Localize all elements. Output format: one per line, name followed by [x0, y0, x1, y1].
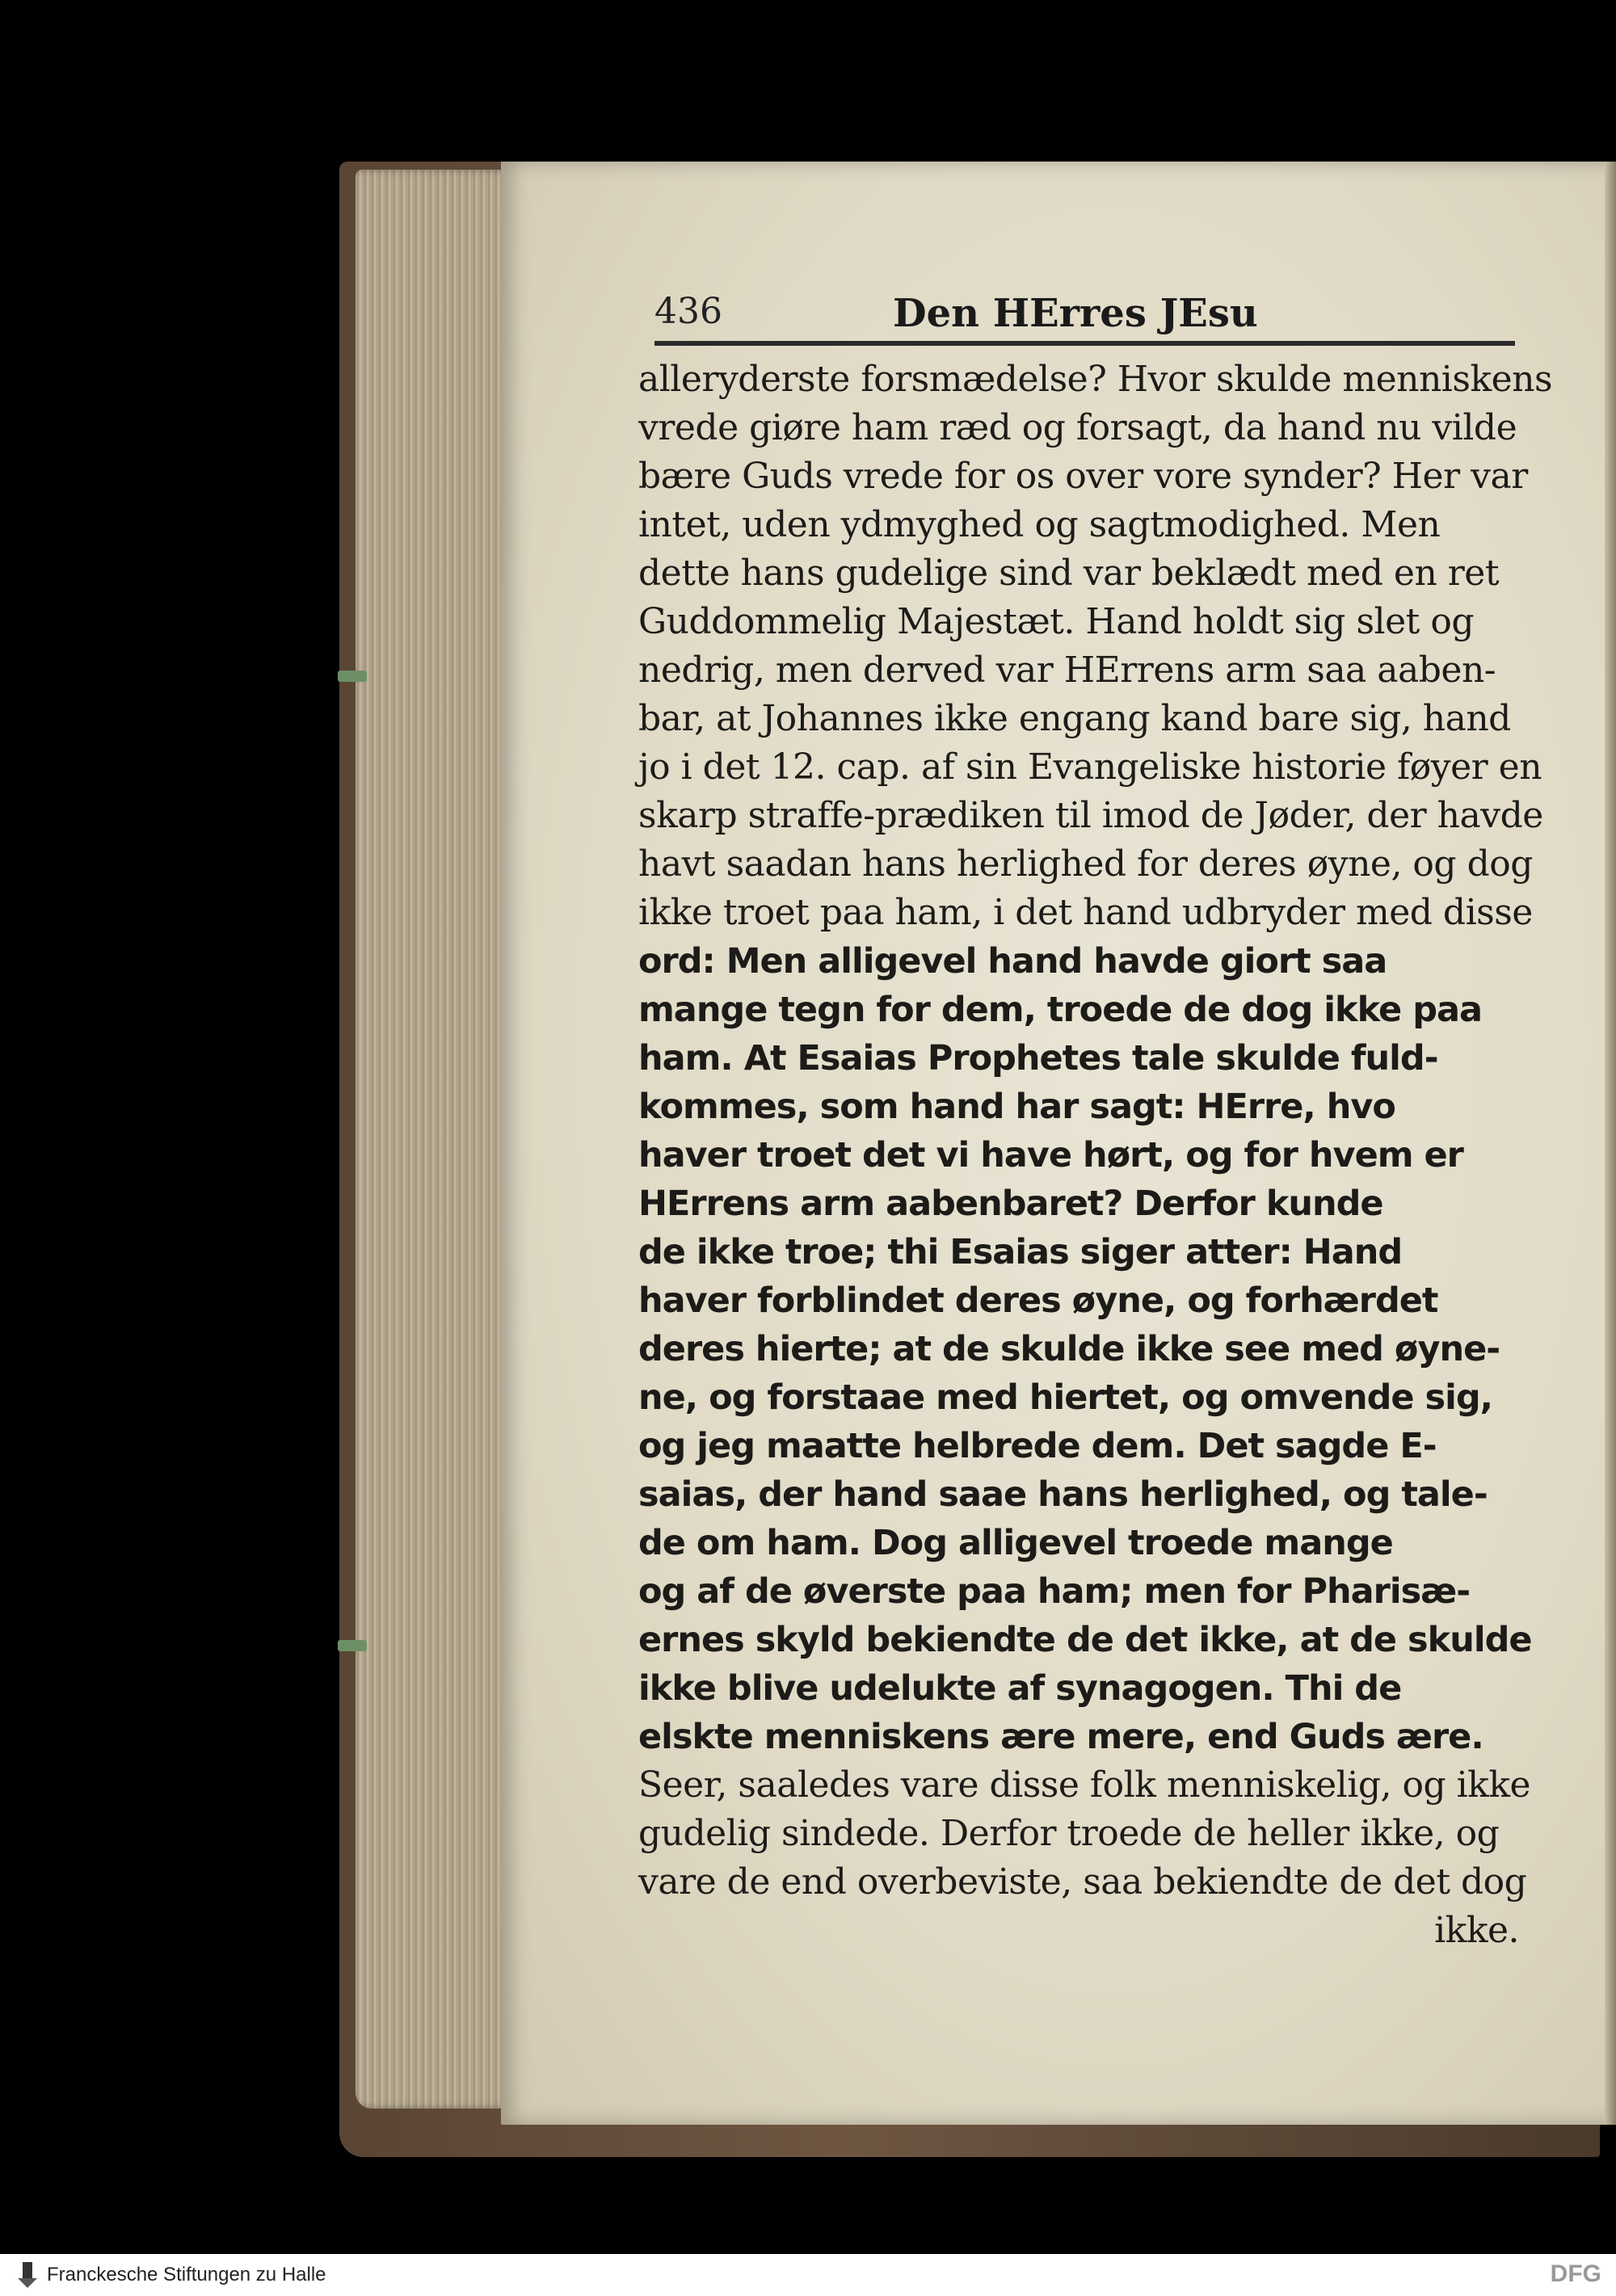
text-line: ham. At Esaias Prophetes tale skulde fuld-: [638, 1038, 1438, 1079]
page-edge: [1605, 162, 1616, 2125]
text-line: havt saadan hans herlighed for deres øyne, og dog: [638, 843, 1533, 885]
dfg-logo: DFG: [1550, 2260, 1601, 2287]
text-line: elskte menniskens ære mere, end Guds ære.: [638, 1717, 1483, 1757]
text-line: og af de øverste paa ham; men for Pharisæ-: [638, 1571, 1471, 1612]
text-line: alleryderste forsmædelse? Hvor skulde menniskens: [638, 359, 1553, 400]
text-line: jo i det 12. cap. af sin Evangeliske historie føyer en: [638, 746, 1542, 788]
text-line: ikke blive udelukte af synagogen. Thi de: [638, 1668, 1402, 1709]
text-line: deres hierte; at de skulde ikke see med øyne-: [638, 1329, 1500, 1369]
page-text: [638, 355, 1553, 1955]
text-line: vrede giøre ham ræd og forsagt, da hand nu vilde: [638, 407, 1517, 448]
text-line: skarp straffe-prædiken til imod de Jøder, der havde: [638, 795, 1543, 836]
page-stack: [356, 170, 517, 2109]
text-line: saias, der hand saae hans herlighed, og tale-: [638, 1474, 1488, 1515]
text-line: ord: Men alligevel hand havde giort saa: [638, 941, 1387, 982]
text-line: kommes, som hand har sagt: HErre, hvo: [638, 1087, 1395, 1127]
text-line: nedrig, men derved var HErrens arm saa aaben-: [638, 650, 1496, 691]
text-line: HErrens arm aabenbaret? Derfor kunde: [638, 1184, 1383, 1224]
text-line: bære Guds vrede for os over vore synder? Her var: [638, 456, 1528, 497]
text-line: gudelig sindede. Derfor troede de heller ikke, og: [638, 1813, 1500, 1854]
text-line: dette hans gudelige sind var beklædt med en ret: [638, 553, 1500, 594]
header-rule: [654, 341, 1515, 346]
text-line: vare de end overbeviste, saa bekiendte de det dog: [638, 1861, 1527, 1903]
page-number: 436: [654, 291, 722, 332]
text-line: ne, og forstaae med hiertet, og omvende sig,: [638, 1377, 1492, 1418]
bookmark-tab: [338, 671, 367, 682]
text-line: de om ham. Dog alligevel troede mange: [638, 1523, 1393, 1563]
running-title: Den HErres JEsu: [893, 291, 1258, 336]
text-line: ikke troet paa ham, i det hand udbryder med disse: [638, 892, 1533, 933]
text-line: bar, at Johannes ikke engang kand bare sig, hand: [638, 698, 1511, 739]
text-line: ernes skyld bekiendte de det ikke, at de skulde: [638, 1620, 1532, 1660]
text-line: mange tegn for dem, troede de dog ikke paa: [638, 990, 1483, 1030]
text-line: og jeg maatte helbrede dem. Det sagde E-: [638, 1426, 1437, 1466]
bookmark-tab: [338, 1640, 367, 1651]
running-head: [654, 291, 1519, 347]
text-line: haver forblindet deres øyne, og forhærdet: [638, 1280, 1438, 1321]
footer-bar: [0, 2254, 1616, 2296]
text-line: intet, uden ydmyghed og sagtmodighed. Men: [638, 504, 1441, 545]
text-line: Guddommelig Majestæt. Hand holdt sig slet og: [638, 601, 1474, 642]
institution-label: Franckesche Stiftungen zu Halle: [47, 2264, 326, 2285]
text-line: Seer, saaledes vare disse folk menniskelig, og ikke: [638, 1764, 1531, 1806]
text-line: de ikke troe; thi Esaias siger atter: Hand: [638, 1232, 1403, 1272]
institution-logo-icon: [11, 2259, 44, 2291]
text-line: haver troet det vi have hørt, og for hvem er: [638, 1135, 1463, 1175]
catchword: ikke.: [1434, 1910, 1519, 1951]
